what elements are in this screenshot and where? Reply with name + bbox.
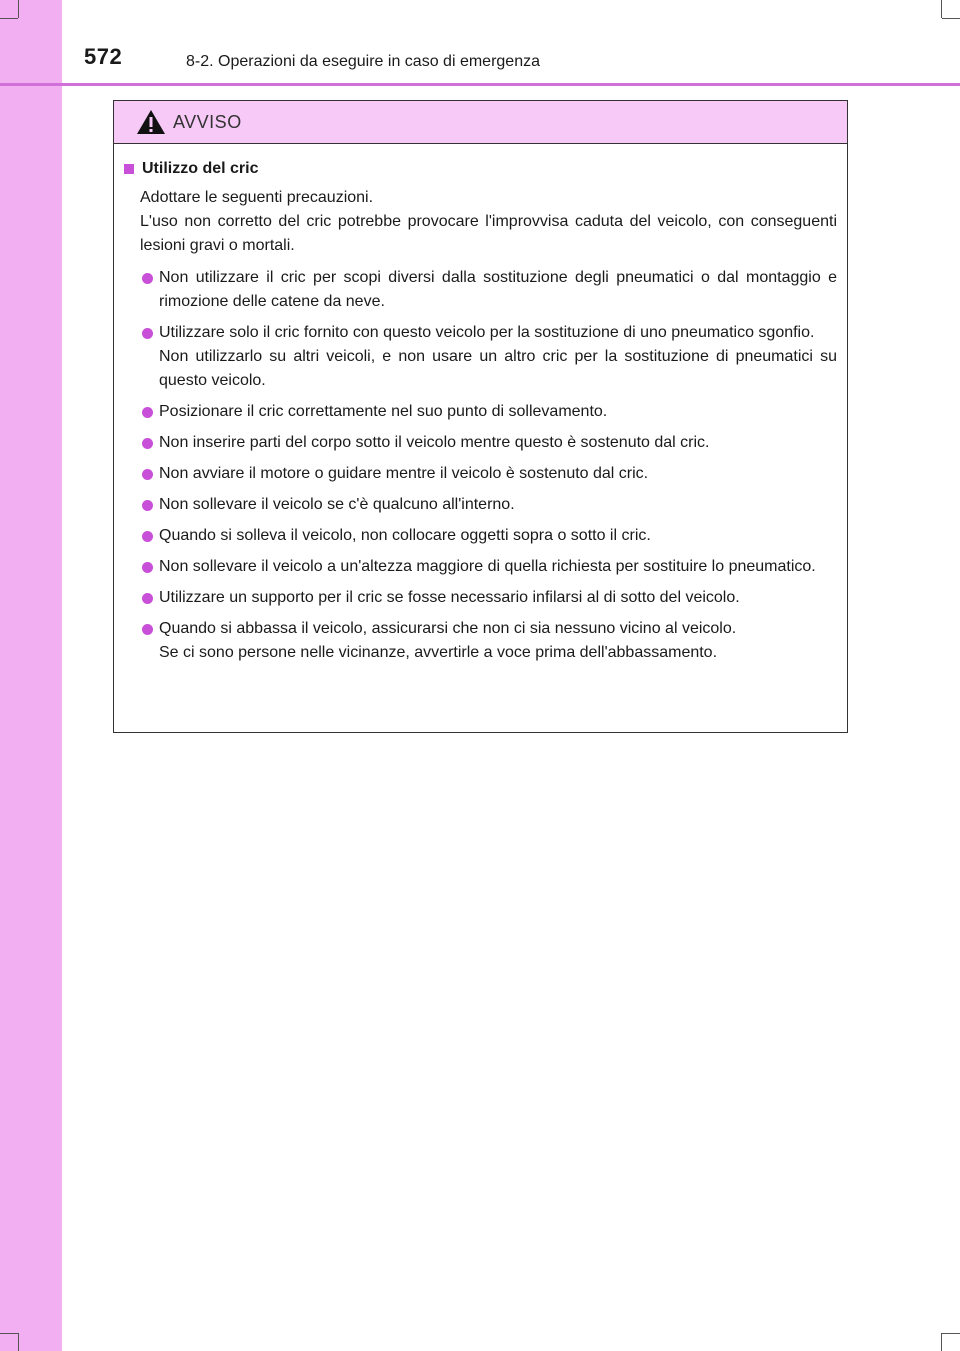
intro-paragraph xyxy=(140,186,839,258)
warning-triangle-icon xyxy=(136,109,166,135)
bullet-dot-icon xyxy=(142,328,153,339)
intro-line: L'uso non corretto del cric potrebbe provocare l'improvvisa caduta del veicolo, con conseguenti lesioni gravi o mortali. xyxy=(140,213,837,254)
page-number: 572 xyxy=(84,44,123,69)
page-header xyxy=(0,0,960,84)
bullet-text: Non utilizzarlo su altri veicoli, e non usare un altro cric per la sostituzione di pneumatici su questo veicolo. xyxy=(159,348,837,389)
bullet-dot-icon xyxy=(142,469,153,480)
bullet-dot-icon xyxy=(142,407,153,418)
bullet-dot-icon xyxy=(142,624,153,635)
bullet-text: Non inserire parti del corpo sotto il veicolo mentre questo è sostenuto dal cric. xyxy=(159,434,710,451)
list-item xyxy=(122,617,839,665)
bullet-text: Quando si abbassa il veicolo, assicurarsi che non ci sia nessuno vicino al veicolo. xyxy=(159,620,737,637)
bullet-text: Quando si solleva il veicolo, non collocare oggetti sopra o sotto il cric. xyxy=(159,527,651,544)
intro-line: Adottare le seguenti precauzioni. xyxy=(140,189,374,206)
warning-label: AVVISO xyxy=(173,112,242,132)
list-item xyxy=(122,586,839,610)
list-item xyxy=(122,400,839,424)
crop-mark xyxy=(0,1333,18,1334)
list-item xyxy=(122,431,839,455)
warning-body xyxy=(114,144,847,665)
list-item xyxy=(122,462,839,486)
list-item xyxy=(122,493,839,517)
bullet-text: Utilizzare solo il cric fornito con questo veicolo per la sostituzione di uno pneumatico sgonfio. xyxy=(159,324,815,341)
bullet-text: Non sollevare il veicolo se c'è qualcuno all'interno. xyxy=(159,496,515,513)
bullet-text: Non utilizzare il cric per scopi diversi dalla sostituzione degli pneumatici o dal montaggio e rimozione delle catene da neve. xyxy=(159,269,837,310)
list-item xyxy=(122,524,839,548)
bullet-text: Utilizzare un supporto per il cric se fosse necessario infilarsi al di sotto del veicolo. xyxy=(159,589,740,606)
bullet-dot-icon xyxy=(142,531,153,542)
bullet-dot-icon xyxy=(142,593,153,604)
list-item xyxy=(122,266,839,314)
bullet-text: Non avviare il motore o guidare mentre il veicolo è sostenuto dal cric. xyxy=(159,465,649,482)
list-item xyxy=(122,555,839,579)
crop-mark xyxy=(941,1333,942,1351)
warning-box xyxy=(113,100,848,733)
section-title: 8-2. Operazioni da eseguire in caso di emergenza xyxy=(186,53,540,70)
subhead-text: Utilizzo del cric xyxy=(142,160,259,177)
bullet-text: Se ci sono persone nelle vicinanze, avvertirle a voce prima dell'abbassamento. xyxy=(159,644,718,661)
list-item xyxy=(122,321,839,393)
crop-mark xyxy=(942,1333,960,1334)
bullet-dot-icon xyxy=(142,562,153,573)
side-tab-strip xyxy=(0,0,62,1351)
square-bullet-icon xyxy=(124,164,134,174)
crop-mark xyxy=(18,1333,19,1351)
bullet-dot-icon xyxy=(142,273,153,284)
bullet-text: Non sollevare il veicolo a un'altezza maggiore di quella richiesta per sostituire lo pneumatico. xyxy=(159,558,816,575)
bullet-dot-icon xyxy=(142,500,153,511)
warning-subhead xyxy=(122,160,839,178)
header-divider xyxy=(0,83,960,86)
bullet-text: Posizionare il cric correttamente nel suo punto di sollevamento. xyxy=(159,403,608,420)
bullet-dot-icon xyxy=(142,438,153,449)
warning-header xyxy=(114,101,847,144)
